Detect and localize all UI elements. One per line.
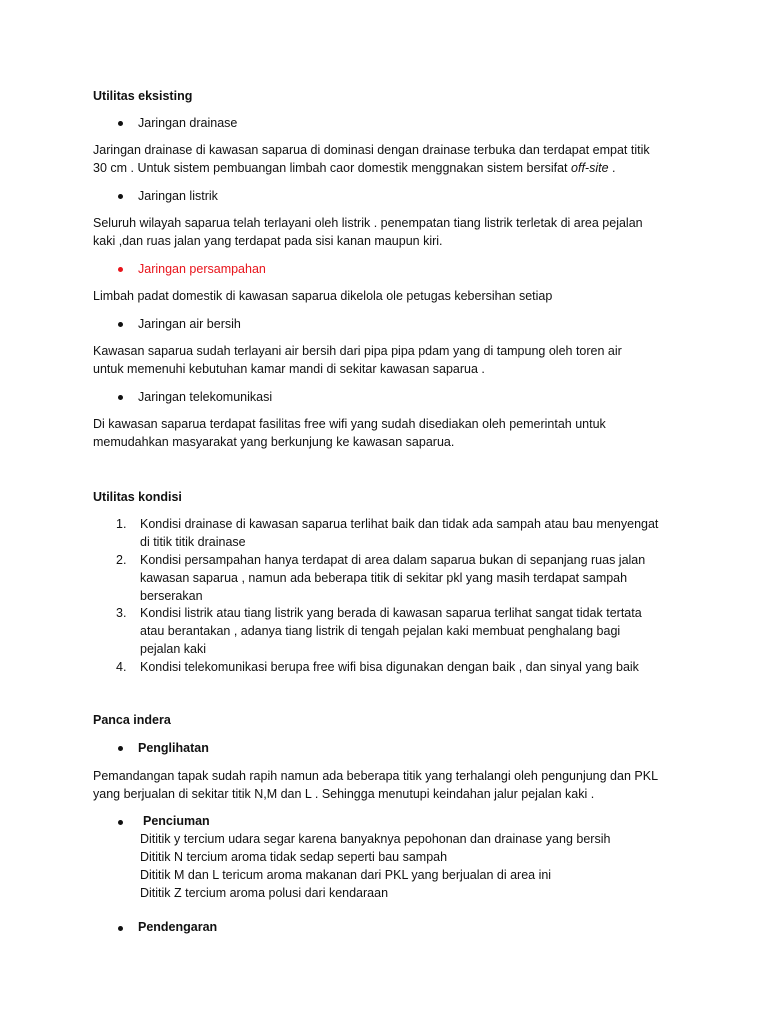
bullet-pendengaran: Pendengaran <box>138 920 218 934</box>
paragraph-line: memudahkan masyarakat yang berkunjung ke kawasan saparua. <box>93 435 455 449</box>
bullet-dot <box>118 746 123 751</box>
bullet-dot <box>118 820 123 825</box>
heading-panca-indera: Panca indera <box>93 713 171 727</box>
text-span: 30 cm . Untuk sistem pembuangan limbah caor domestik menggnakan sistem bersifat <box>93 161 572 175</box>
list-number: 3. <box>116 606 127 620</box>
bullet-dot <box>118 194 123 199</box>
paragraph-line: untuk memenuhi kebutuhan kamar mandi di sekitar kawasan saparua . <box>93 362 485 376</box>
paragraph-line: Pemandangan tapak sudah rapih namun ada beberapa titik yang terhalangi oleh pengunjung dan PKL <box>93 769 659 783</box>
paragraph-line: Seluruh wilayah saparua telah terlayani oleh listrik . penempatan tiang listrik terletak di area pejalan <box>93 216 643 230</box>
paragraph-line: kaki ,dan ruas jalan yang terdapat pada sisi kanan maupun kiri. <box>93 234 443 248</box>
bullet-dot <box>118 926 123 931</box>
list-number: 2. <box>116 553 127 567</box>
list-item-line: Kondisi telekomunikasi berupa free wifi bisa digunakan dengan baik , dan sinyal yang baik <box>140 660 639 674</box>
list-item-line: Dititik N tercium aroma tidak sedap seperti bau sampah <box>140 850 448 864</box>
list-number: 4. <box>116 660 127 674</box>
list-item-line: Kondisi persampahan hanya terdapat di area dalam saparua bukan di sepanjang ruas jalan <box>140 553 646 567</box>
paragraph-line: yang berjualan di sekitar titik N,M dan L . Sehingga menutupi keindahan jalur pejalan kaki . <box>93 787 595 801</box>
list-item-line: kawasan saparua , namun ada beberapa titik di sekitar pkl yang masih terdapat sampah <box>140 571 628 585</box>
bullet-dot <box>118 322 123 327</box>
heading-utilitas-kondisi: Utilitas kondisi <box>93 490 182 504</box>
bullet-jaringan-air-bersih: Jaringan air bersih <box>138 317 241 331</box>
bullet-dot <box>118 395 123 400</box>
paragraph-line: Di kawasan saparua terdapat fasilitas free wifi yang sudah disediakan oleh pemerintah untuk <box>93 417 606 431</box>
heading-utilitas-eksisting: Utilitas eksisting <box>93 89 193 103</box>
paragraph-line <box>93 159 615 177</box>
bullet-penciuman: Penciuman <box>143 814 210 828</box>
list-item-line: berserakan <box>140 589 203 603</box>
list-item-line: Kondisi drainase di kawasan saparua terlihat baik dan tidak ada sampah atau bau menyengat <box>140 517 659 531</box>
list-item-line: pejalan kaki <box>140 642 207 656</box>
bullet-dot <box>118 121 123 126</box>
list-item-line: Dititik y tercium udara segar karena banyaknya pepohonan dan drainase yang bersih <box>140 832 611 846</box>
list-number: 1. <box>116 517 127 531</box>
bullet-penglihatan: Penglihatan <box>138 741 209 755</box>
bullet-dot <box>118 267 123 272</box>
list-item-line: Dititik M dan L tericum aroma makanan dari PKL yang berjualan di area ini <box>140 868 552 882</box>
bullet-jaringan-drainase: Jaringan drainase <box>138 116 238 130</box>
paragraph-line: Kawasan saparua sudah terlayani air bersih dari pipa pipa pdam yang di tampung oleh toren air <box>93 344 622 358</box>
bullet-jaringan-persampahan: Jaringan persampahan <box>138 262 266 276</box>
bullet-jaringan-telekomunikasi: Jaringan telekomunikasi <box>138 390 273 404</box>
list-item-line: Dititik Z tercium aroma polusi dari kendaraan <box>140 886 389 900</box>
paragraph-line: Limbah padat domestik di kawasan saparua dikelola ole petugas kebersihan setiap <box>93 289 553 303</box>
paragraph-line: Jaringan drainase di kawasan saparua di dominasi dengan drainase terbuka dan terdapat empat titik <box>93 143 650 157</box>
text-span: . <box>608 161 616 175</box>
bullet-jaringan-listrik: Jaringan listrik <box>138 189 218 203</box>
list-item-line: di titik titik drainase <box>140 535 246 549</box>
italic-text: off-site <box>571 161 609 175</box>
list-item-line: atau berantakan , adanya tiang listrik di tengah pejalan kaki membuat penghalang bagi <box>140 624 621 638</box>
list-item-line: Kondisi listrik atau tiang listrik yang berada di kawasan saparua terlihat sangat tidak tertata <box>140 606 642 620</box>
